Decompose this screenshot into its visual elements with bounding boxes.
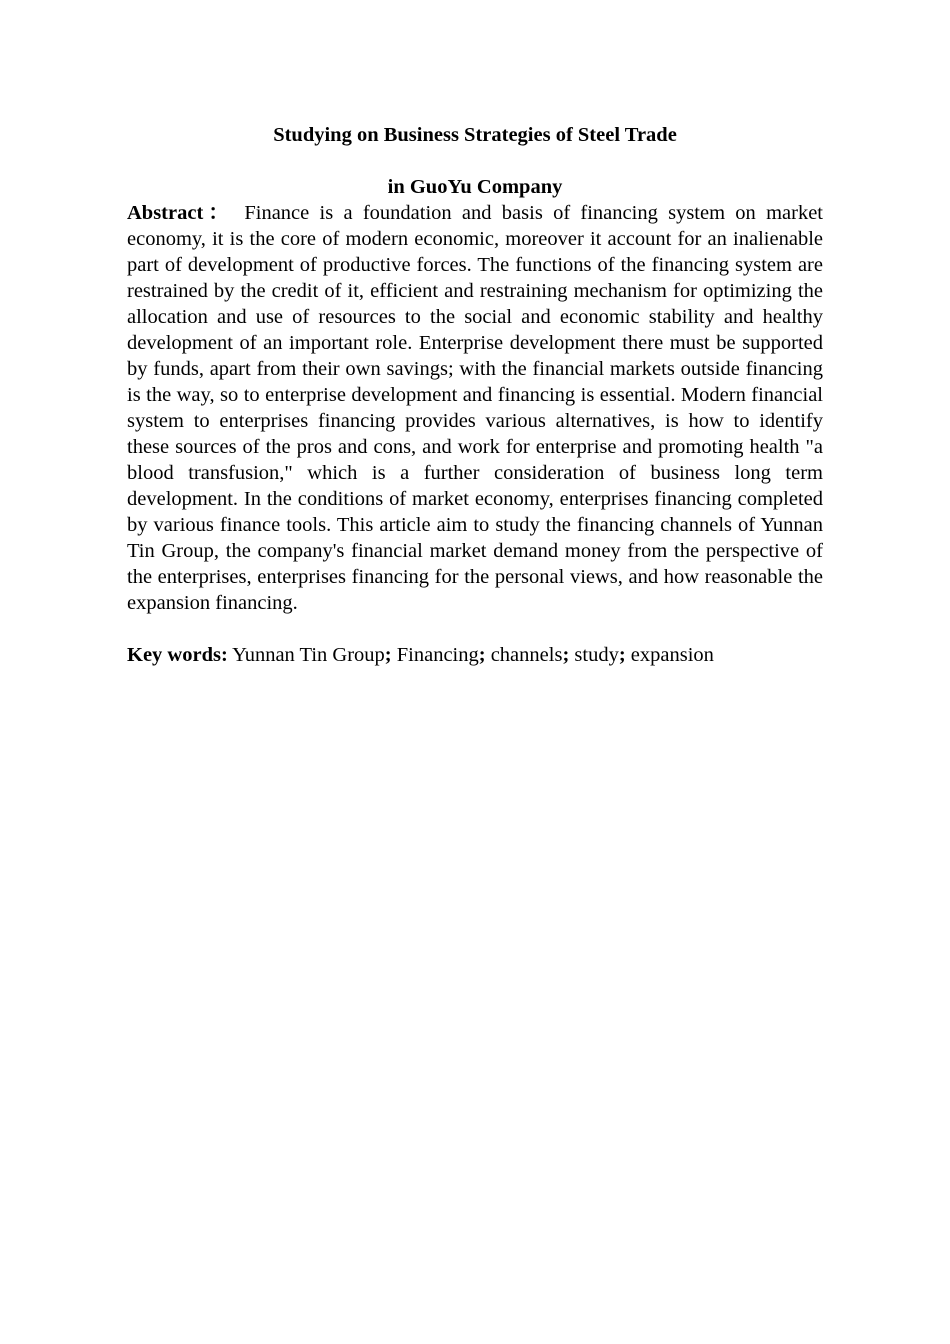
keywords-label: Key words: [127,644,228,666]
title-line-2: in GuoYu Company [387,176,563,198]
keyword-separator: ; [618,644,626,666]
keyword-item: study [574,644,619,666]
keywords-line [127,642,823,668]
title-line-1: Studying on Business Strategies of Steel Trade [273,124,677,146]
keyword-item: channels [490,644,563,666]
keyword-item: Financing [396,644,479,666]
abstract-text: Finance is a foundation and basis of financing system on market economy, it is the core of modern economic, moreover it account for an inalienable part of development of productive forces. The functions of the financing system are restrained by the credit of it, efficient and restraining mechanism for optimizing the allocation and use of resources to the social and economic stability and healthy development of an important role. Enterprise development there must be supported by funds, apart from their own savings; with the financial markets outside financing is the way, so to enterprise development and financing is essential. Modern financial system to enterprises financing provides various alternatives, is how to identify these sources of the pros and cons, and work for enterprise and promoting health "a blood transfusion," which is a further consideration of business long term development. In the conditions of market economy, enterprises financing completed by various finance tools. This article aim to study the financing channels of Yunnan Tin Group, the company's financial market demand money from the perspective of the enterprises, enterprises financing for the personal views, and how reasonable the expansion financing. [127,202,823,614]
keyword-separator: ; [562,644,570,666]
abstract-label: Abstract： [127,202,235,224]
keyword-item: Yunnan Tin Group [232,644,385,666]
document-page [127,122,823,668]
keyword-separator: ; [478,644,486,666]
keyword-item: expansion [630,644,714,666]
keyword-separator: ; [384,644,392,666]
abstract-paragraph [127,200,823,616]
